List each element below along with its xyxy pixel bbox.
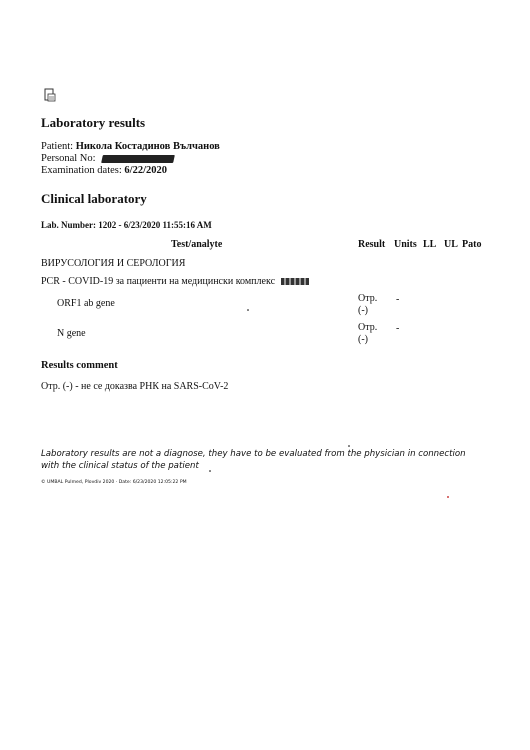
- column-pato: Pato: [462, 239, 482, 250]
- patient-line: [41, 141, 220, 153]
- exam-dates-line: [41, 165, 167, 177]
- report-heading: Laboratory results: [41, 115, 146, 130]
- exam-dates-value: 6/22/2020: [124, 165, 167, 176]
- test-name-orf1: ORF1 ab gene: [57, 298, 115, 309]
- column-result: Result: [358, 239, 386, 250]
- scan-speck: [447, 496, 449, 498]
- panel-redaction: [281, 278, 309, 285]
- column-units: Units: [394, 239, 417, 250]
- result-line: (-): [358, 334, 368, 345]
- scan-speck: [209, 470, 211, 472]
- result-line: Отр.: [358, 293, 378, 304]
- scan-speck: [348, 445, 350, 447]
- personal-no-line: [41, 153, 174, 165]
- comment-title: Results comment: [41, 360, 118, 371]
- section-title: Clinical laboratory: [41, 191, 147, 206]
- column-ll: LL: [423, 239, 437, 250]
- personal-no-label: Personal No:: [41, 153, 96, 164]
- scan-speck: [247, 309, 249, 311]
- panel-row: [41, 276, 309, 287]
- result-line: Отр.: [358, 322, 378, 333]
- patient-name: Никола Костадинов Вълчанов: [75, 141, 220, 152]
- column-test: Test/analyte: [171, 239, 223, 250]
- result-line: (-): [358, 305, 368, 316]
- column-ul: UL: [444, 239, 458, 250]
- category-row: ВИРУСОЛОГИЯ И СЕРОЛОГИЯ: [41, 258, 186, 269]
- personal-no-redaction: [101, 155, 175, 163]
- result-dash: -: [396, 323, 400, 334]
- disclaimer: Laboratory results are not a diagnose, they have to be evaluated from the physician in connection with the clinical status of the patient: [41, 449, 466, 471]
- footer: © UMBAL Pulmed, Plovdiv 2020 · Date: 6/23/2020 12:05:22 PM: [41, 480, 187, 485]
- document-logo-icon: [44, 88, 56, 102]
- test-result-n-gene: [358, 322, 377, 346]
- result-dash: -: [396, 294, 400, 305]
- test-name-n-gene: N gene: [57, 328, 86, 339]
- patient-label: Patient:: [41, 141, 74, 152]
- test-result-orf1: [358, 293, 377, 317]
- exam-dates-label: Examination dates:: [41, 165, 122, 176]
- lab-number: Lab. Number: 1202 - 6/23/2020 11:55:16 AM: [41, 220, 212, 230]
- comment-text: Отр. (-) - не се доказва РНК на SARS-CoV-2: [41, 381, 229, 392]
- panel-label: PCR - COVID-19 за пациенти на медицински комплекс: [41, 276, 276, 287]
